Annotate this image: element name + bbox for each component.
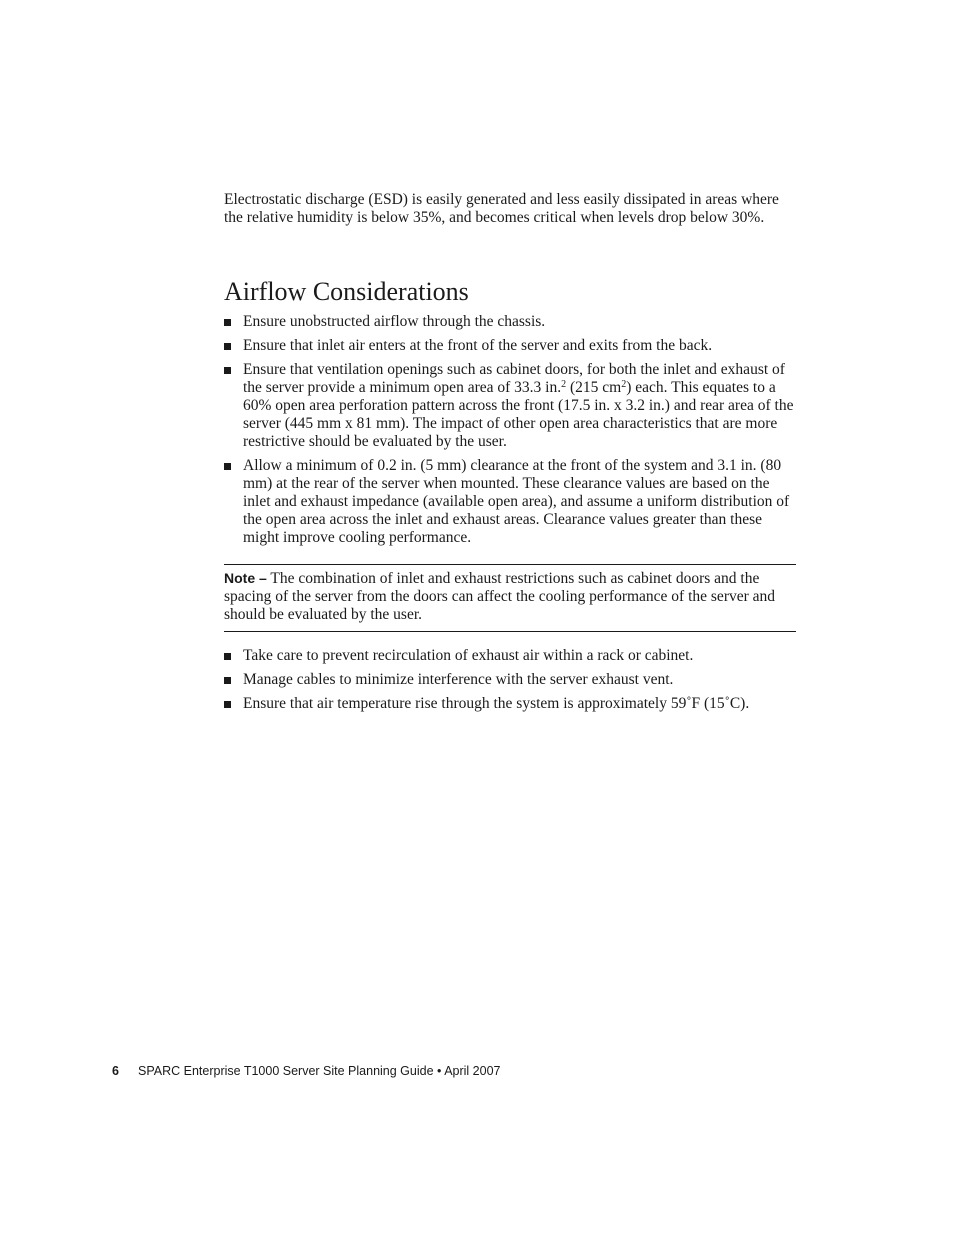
list-item-text <box>243 361 793 450</box>
page-content <box>224 191 796 719</box>
list-item-text: Ensure unobstructed airflow through the chassis. <box>243 313 546 330</box>
document-date: April 2007 <box>444 1064 501 1078</box>
list-item-text: Allow a minimum of 0.2 in. (5 mm) clearance at the front of the system and 3.1 in. (80 mm) at the rear of the server when mounted. These clearance values are based on the inlet and exhaust impedance (available open area), and assume a uniform distribution of the open area across the inlet and exhaust areas. Clearance values greater than these might improve cooling performance. <box>243 457 790 546</box>
note-label: Note – <box>224 570 267 586</box>
square-bullet-icon <box>224 677 231 684</box>
list-item <box>224 361 796 451</box>
footer-separator: • <box>437 1064 442 1078</box>
list-item-text: Take care to prevent recirculation of exhaust air within a rack or cabinet. <box>243 647 694 664</box>
document-title: SPARC Enterprise T1000 Server Site Planning Guide <box>138 1064 434 1078</box>
list-item <box>224 337 796 355</box>
superscript: 2 <box>621 379 627 390</box>
list-item-text-part: ) each. This equates to a 60% open area perforation pattern across the front (17.5 in. x 3.2 in.) and rear area of the server (445 mm x 81 mm). The impact of other open area characteristics that are more restrictive should be evaluated by the user. <box>243 379 794 450</box>
square-bullet-icon <box>224 653 231 660</box>
list-item-text: Ensure that inlet air enters at the front of the server and exits from the back. <box>243 337 713 354</box>
note-text: The combination of inlet and exhaust restrictions such as cabinet doors and the spacing of the server from the doors can affect the cooling performance of the server and should be evaluated by the user. <box>224 570 776 623</box>
list-item <box>224 695 796 713</box>
list-item <box>224 671 796 689</box>
square-bullet-icon <box>224 343 231 350</box>
square-bullet-icon <box>224 701 231 708</box>
page-footer <box>112 1063 501 1079</box>
list-item-text: Ensure that air temperature rise through the system is approximately 59˚F (15˚C). <box>243 695 750 712</box>
square-bullet-icon <box>224 367 231 374</box>
list-item <box>224 457 796 547</box>
airflow-bullet-list-continued <box>224 647 796 713</box>
page-number: 6 <box>112 1064 119 1078</box>
list-item <box>224 647 796 665</box>
list-item-text: Manage cables to minimize interference with the server exhaust vent. <box>243 671 674 688</box>
airflow-bullet-list <box>224 313 796 547</box>
list-item-text-part: (215 cm <box>566 379 622 396</box>
esd-paragraph: Electrostatic discharge (ESD) is easily generated and less easily dissipated in areas where the relative humidity is below 35%, and becomes critical when levels drop below 30%. <box>224 191 779 226</box>
square-bullet-icon <box>224 463 231 470</box>
list-item <box>224 313 796 331</box>
list-item-text-part: Ensure that ventilation openings such as cabinet doors, for both the inlet and exhaust of the server provide a minimum open area of 33.3 in. <box>243 361 785 396</box>
superscript: 2 <box>561 379 567 390</box>
note-box <box>224 564 796 632</box>
section-title: Airflow Considerations <box>224 277 469 306</box>
square-bullet-icon <box>224 319 231 326</box>
